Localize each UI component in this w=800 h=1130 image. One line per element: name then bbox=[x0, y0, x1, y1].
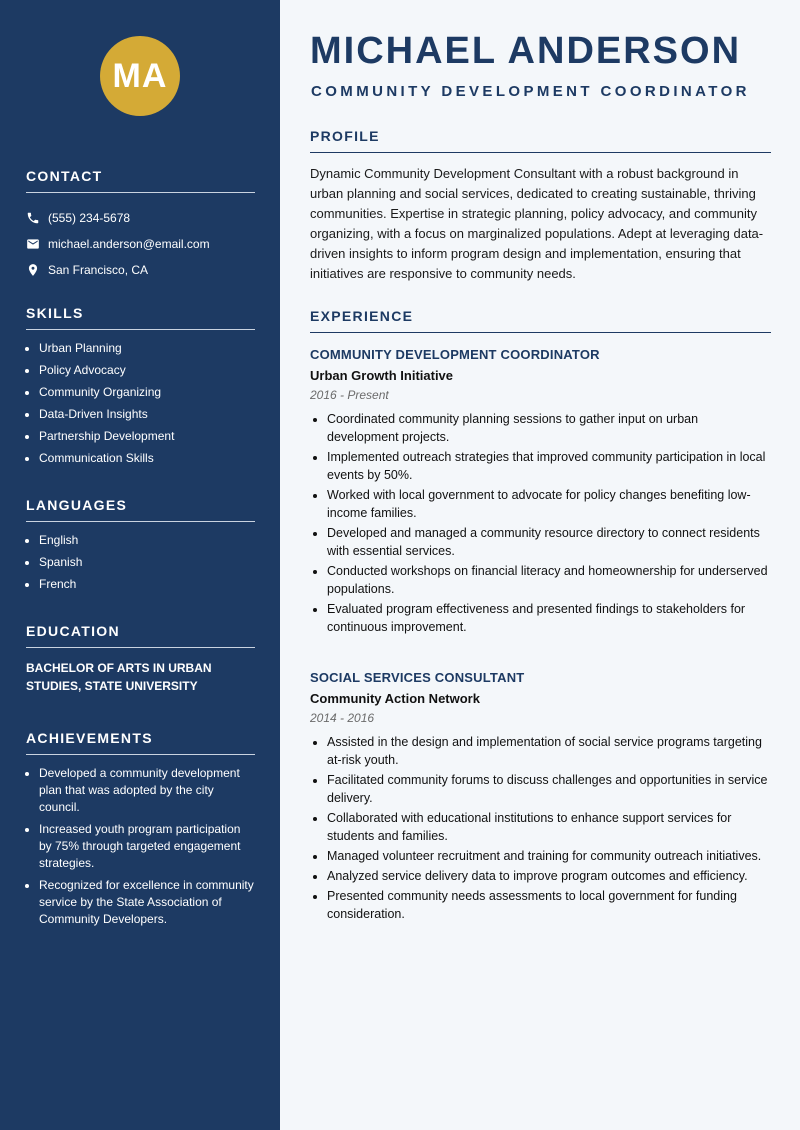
job-title: COMMUNITY DEVELOPMENT COORDINATOR bbox=[310, 347, 600, 362]
job-dates: 2016 - Present bbox=[310, 388, 389, 402]
languages-section bbox=[26, 497, 255, 598]
list-item: • Communication Skills bbox=[39, 450, 255, 466]
job-title: SOCIAL SERVICES CONSULTANT bbox=[310, 670, 525, 685]
contact-heading: CONTACT bbox=[26, 168, 255, 193]
experience-heading: EXPERIENCE bbox=[310, 308, 771, 333]
contact-phone bbox=[26, 205, 255, 231]
list-item: • English bbox=[39, 532, 255, 548]
list-item: • Urban Planning bbox=[39, 340, 255, 356]
list-item: • Managed volunteer recruitment and training for community outreach initiatives. bbox=[327, 847, 771, 865]
profile-section bbox=[310, 128, 771, 284]
languages-list bbox=[26, 532, 255, 592]
job-dates: 2014 - 2016 bbox=[310, 711, 375, 725]
list-item: • Developed a community development plan that was adopted by the city council. bbox=[39, 765, 255, 816]
candidate-name: MICHAEL ANDERSON bbox=[310, 30, 742, 72]
education-heading: EDUCATION bbox=[26, 623, 255, 648]
list-item: • Facilitated community forums to discuss challenges and opportunities in service delivery. bbox=[327, 771, 771, 807]
main-content bbox=[280, 0, 800, 1130]
job-bullets bbox=[310, 733, 771, 923]
list-item: • Worked with local government to advocate for policy changes benefiting low-income families. bbox=[327, 486, 771, 522]
contact-phone-text: (555) 234-5678 bbox=[48, 211, 131, 225]
contact-section bbox=[26, 168, 255, 283]
contact-email-text: michael.anderson@email.com bbox=[48, 237, 210, 251]
skills-list bbox=[26, 340, 255, 466]
list-item: • Recognized for excellence in community service by the State Association of Community Developers. bbox=[39, 877, 255, 928]
contact-email bbox=[26, 231, 255, 257]
list-item: • Spanish bbox=[39, 554, 255, 570]
list-item: • Policy Advocacy bbox=[39, 362, 255, 378]
achievements-section bbox=[26, 730, 255, 933]
list-item: • Coordinated community planning sessions to gather input on urban development projects. bbox=[327, 410, 771, 446]
job-company: Community Action Network bbox=[310, 691, 480, 706]
list-item: • Presented community needs assessments to local government for funding consideration. bbox=[327, 887, 771, 923]
list-item: • Community Organizing bbox=[39, 384, 255, 400]
job-entry bbox=[310, 670, 771, 925]
experience-section bbox=[310, 308, 771, 333]
languages-heading: LANGUAGES bbox=[26, 497, 255, 522]
skills-section bbox=[26, 305, 255, 472]
list-item: • Increased youth program participation by 75% through targeted engagement strategies. bbox=[39, 821, 255, 872]
education-degree: BACHELOR OF ARTS IN URBAN STUDIES, STATE UNIVERSITY bbox=[26, 661, 212, 693]
phone-icon bbox=[26, 211, 40, 225]
list-item: • Data-Driven Insights bbox=[39, 406, 255, 422]
contact-list bbox=[26, 205, 255, 283]
list-item: • Evaluated program effectiveness and presented findings to stakeholders for continuous improvement. bbox=[327, 600, 771, 636]
contact-location bbox=[26, 257, 255, 283]
achievements-heading: ACHIEVEMENTS bbox=[26, 730, 255, 755]
avatar: MA bbox=[100, 36, 180, 116]
email-icon bbox=[26, 237, 40, 251]
job-entry bbox=[310, 347, 771, 638]
profile-text: Dynamic Community Development Consultant with a robust background in urban planning and social services, dedicated to creating sustainable, thriving communities. Expertise in strategic planning, policy advocacy, and community organizing, with a focus on marginalized populations. Adept at leveraging data-driven insights to inform program design and implementation, ensuring that initiatives are responsive to community needs. bbox=[310, 166, 764, 281]
list-item: • Implemented outreach strategies that improved community participation in local events by 50%. bbox=[327, 448, 771, 484]
job-company: Urban Growth Initiative bbox=[310, 368, 454, 383]
contact-location-text: San Francisco, CA bbox=[48, 263, 149, 277]
profile-heading: PROFILE bbox=[310, 128, 771, 153]
achievements-list bbox=[26, 765, 255, 928]
list-item: • Collaborated with educational institutions to enhance support services for students and families. bbox=[327, 809, 771, 845]
education-section bbox=[26, 623, 255, 695]
location-pin-icon bbox=[26, 263, 40, 277]
sidebar bbox=[0, 0, 280, 1130]
list-item: • Analyzed service delivery data to improve program outcomes and efficiency. bbox=[327, 867, 771, 885]
skills-heading: SKILLS bbox=[26, 305, 255, 330]
list-item: • French bbox=[39, 576, 255, 592]
candidate-role: COMMUNITY DEVELOPMENT COORDINATOR bbox=[311, 83, 750, 100]
list-item: • Developed and managed a community resource directory to connect residents with essential services. bbox=[327, 524, 771, 560]
list-item: • Partnership Development bbox=[39, 428, 255, 444]
list-item: • Conducted workshops on financial literacy and homeownership for underserved populations. bbox=[327, 562, 771, 598]
job-bullets bbox=[310, 410, 771, 636]
list-item: • Assisted in the design and implementation of social service programs targeting at-risk youth. bbox=[327, 733, 771, 769]
